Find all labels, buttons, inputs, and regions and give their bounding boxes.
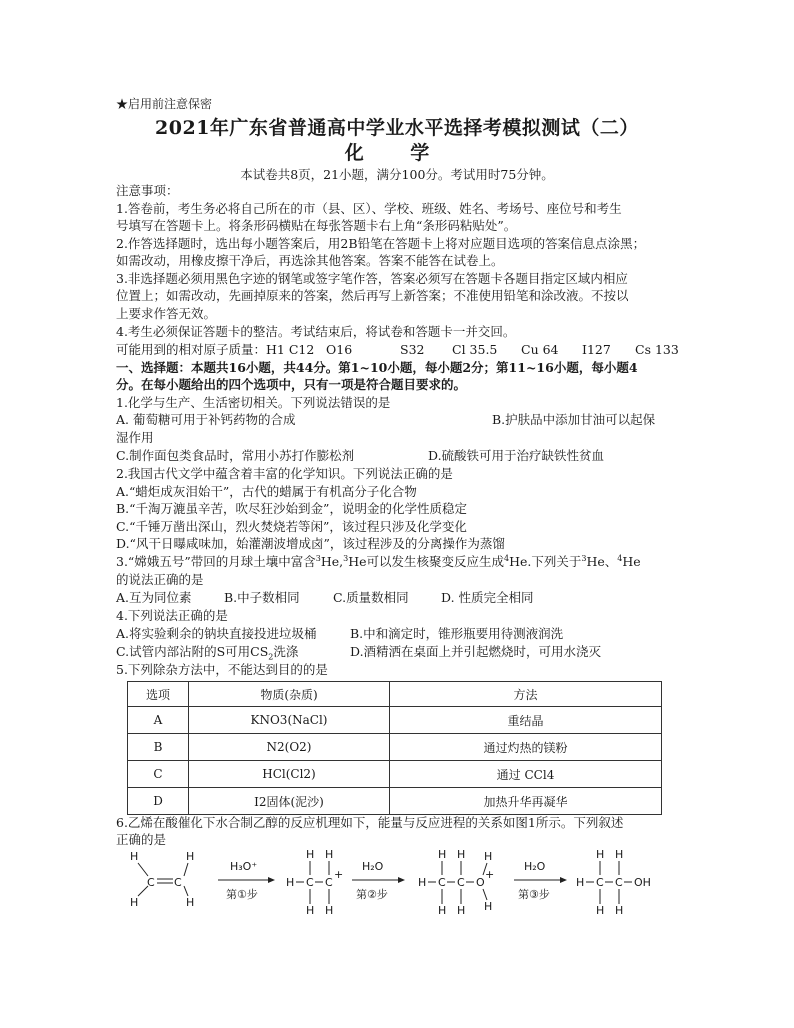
confidential-note: ★启用前注意保密 <box>116 97 213 111</box>
carbocation-structure <box>286 848 343 917</box>
q3-option-b: B.中子数相同 <box>224 590 300 605</box>
mass-cu: Cu 64 <box>521 342 559 357</box>
mass-i: I127 <box>582 342 611 357</box>
q4-option-c-end: 洗涤 <box>273 644 299 659</box>
q3-he3-ref: He、 <box>586 554 618 569</box>
q3-sup-3a: 3 <box>315 553 321 563</box>
q3-stem <box>116 554 641 570</box>
mass-cl: Cl 35.5 <box>452 342 498 357</box>
q4-option-c-text: C.试管内部沾附的S可用CS <box>116 644 269 659</box>
q1-option-b-cont: 湿作用 <box>116 430 154 445</box>
svg-text:C: C <box>596 876 604 889</box>
svg-text:H: H <box>615 848 624 861</box>
svg-text:H: H <box>438 904 447 917</box>
mass-label: 可能用到的相对原子质量：H1 C12 <box>116 342 315 357</box>
q2-option-c: C.“千锤万凿出深山，烈火焚烧若等闲”，该过程只涉及化学变化 <box>116 519 467 534</box>
note-1a: 1.答卷前，考生务必将自己所在的市（县、区）、学校、班级、姓名、考场号、座位号和考生 <box>116 201 622 216</box>
mass-o: O16 <box>326 342 353 357</box>
section1-line2: 分。在每小题给出的四个选项中，只有一项是符合题目要求的。 <box>116 377 467 392</box>
svg-text:H: H <box>306 904 315 917</box>
q6-stem-1: 6.乙烯在酸催化下水合制乙醇的反应机理如下，能量与反应进程的关系如图1所示。下列叙述 <box>116 815 624 830</box>
row-c-substance: HCl(Cl2) <box>189 761 390 788</box>
row-c-option: C <box>128 761 189 788</box>
mass-cs: Cs 133 <box>635 342 679 357</box>
svg-text:H: H <box>186 850 195 863</box>
svg-text:C: C <box>325 876 333 889</box>
q1-option-a: A. 葡萄糖可用于补钙药物的合成 <box>116 412 296 427</box>
svg-text:C: C <box>174 876 182 889</box>
atomic-masses <box>116 342 679 358</box>
q3-option-d: D. 性质完全相同 <box>441 590 534 605</box>
q3-he3-fusion: He可以发生核聚变反应生成 <box>348 554 504 569</box>
q4-option-c <box>116 644 298 660</box>
q4-option-a: A.将实验剩余的钠块直接投进垃圾桶 <box>116 626 317 641</box>
row-b-method: 通过灼热的镁粉 <box>390 734 662 761</box>
notes-heading: 注意事项： <box>116 183 179 198</box>
note-2a: 2.作答选择题时，选出每小题答案后，用2B铅笔在答题卡上将对应题目选项的答案信息点涂黑； <box>116 236 646 251</box>
svg-text:C: C <box>457 876 465 889</box>
header-method: 方法 <box>390 682 662 707</box>
svg-text:H: H <box>457 904 466 917</box>
q5-stem: 5.下列除杂方法中，不能达到目的的是 <box>116 662 328 677</box>
q2-stem: 2.我国古代文学中蕴含着丰富的化学知识。下列说法正确的是 <box>116 466 453 481</box>
q6-stem-2: 正确的是 <box>116 832 167 847</box>
row-d-option: D <box>128 788 189 815</box>
svg-text:H: H <box>484 900 493 913</box>
svg-text:H: H <box>438 848 447 861</box>
step2-reagent: H₂O <box>362 860 384 873</box>
header-substance: 物质(杂质) <box>189 682 390 707</box>
q1-stem: 1.化学与生产、生活密切相关。下列说法错误的是 <box>116 395 391 410</box>
svg-text:+: + <box>485 868 495 881</box>
q3-sup-4a: 4 <box>504 553 510 563</box>
svg-text:H: H <box>325 848 334 861</box>
ethylene-structure <box>130 850 194 909</box>
q3-he4-ref: He <box>622 554 641 569</box>
table-header-row <box>128 682 662 707</box>
q3-option-c: C.质量数相同 <box>333 590 409 605</box>
table-row <box>128 734 662 761</box>
svg-text:H: H <box>457 848 466 861</box>
mass-s: S32 <box>400 342 425 357</box>
svg-text:O: O <box>476 876 485 889</box>
q4-option-d: D.酒精洒在桌面上并引起燃烧时，可用水浇灭 <box>350 644 602 659</box>
mechanism-diagram <box>130 848 670 926</box>
note-2b: 如需改动，用橡皮擦干净后，再选涂其他答案。答案不能答在试卷上。 <box>116 253 504 268</box>
svg-text:H: H <box>484 850 493 863</box>
exam-title: 2021年广东省普通高中学业水平选择考模拟测试（二） <box>155 117 639 139</box>
note-4: 4.考生必须保证答题卡的整洁。考试结束后，将试卷和答题卡一并交回。 <box>116 324 516 339</box>
q5-table <box>127 681 662 815</box>
svg-text:H: H <box>130 896 139 909</box>
q1-option-b: B.护肤品中添加甘油可以起保 <box>492 412 656 427</box>
svg-text:C: C <box>615 876 623 889</box>
table-row <box>128 788 662 815</box>
svg-text:H: H <box>130 850 139 863</box>
q3-he4: He.下列关于 <box>509 554 582 569</box>
step3-reagent: H₂O <box>524 860 546 873</box>
svg-text:H: H <box>596 904 605 917</box>
section1-line1: 一、选择题：本题共16小题，共44分。第1~10小题，每小题2分；第11~16小题，每小题4 <box>116 360 638 375</box>
q3-sup-3b: 3 <box>343 553 349 563</box>
table-row <box>128 761 662 788</box>
note-3a: 3.非选择题必须用黑色字迹的钢笔或签字笔作答，答案必须写在答题卡各题目指定区域内相应 <box>116 271 628 286</box>
svg-text:H: H <box>576 876 585 889</box>
svg-text:H: H <box>186 896 195 909</box>
oxonium-structure <box>418 848 494 917</box>
step3-label: 第③步 <box>518 888 550 901</box>
note-3c: 上要求作答无效。 <box>116 306 217 321</box>
table-row <box>128 707 662 734</box>
svg-text:H: H <box>596 848 605 861</box>
q1-option-c: C.制作面包类食品时，常用小苏打作膨松剂 <box>116 448 355 463</box>
q3-sup-4b: 4 <box>617 553 623 563</box>
row-b-substance: N2(O2) <box>189 734 390 761</box>
step2-label: 第②步 <box>356 888 388 901</box>
reaction-mechanism <box>130 848 670 926</box>
svg-text:C: C <box>306 876 314 889</box>
header-option: 选项 <box>128 682 189 707</box>
svg-text:+: + <box>334 868 344 881</box>
svg-text:H: H <box>306 848 315 861</box>
q2-option-b: B.“千淘万漉虽辛苦，吹尽狂沙始到金”，说明金的化学性质稳定 <box>116 501 467 516</box>
q3-sup-3c: 3 <box>581 553 587 563</box>
q3-option-a: A.互为同位素 <box>116 590 192 605</box>
note-1b: 号填写在答题卡上。将条形码横贴在每张答题卡右上角“条形码粘贴处”。 <box>116 218 517 233</box>
step1-label: 第①步 <box>226 888 258 901</box>
q4-stem: 4.下列说法正确的是 <box>116 608 228 623</box>
q1-option-d: D.硫酸铁可用于治疗缺铁性贫血 <box>428 448 605 463</box>
q3-stem-part-a: 3.“嫦娥五号”带回的月球土壤中富含 <box>116 554 316 569</box>
row-c-method: 通过 CCl4 <box>390 761 662 788</box>
row-a-substance: KNO3(NaCl) <box>189 707 390 734</box>
svg-text:H: H <box>418 876 427 889</box>
q4-option-c-sub: 2 <box>268 652 274 662</box>
svg-text:C: C <box>147 876 155 889</box>
exam-info: 本试卷共8页，21小题，满分100分。考试用时75分钟。 <box>240 167 554 182</box>
row-b-option: B <box>128 734 189 761</box>
row-d-method: 加热升华再凝华 <box>390 788 662 815</box>
ethanol-structure <box>576 848 651 917</box>
svg-text:H: H <box>286 876 295 889</box>
q2-option-d: D.“风干日曝咸味加，始灌潮波增成卤”，该过程涉及的分离操作为蒸馏 <box>116 536 505 551</box>
step1-reagent: H₃O⁺ <box>230 860 258 873</box>
row-a-method: 重结晶 <box>390 707 662 734</box>
svg-text:OH: OH <box>634 876 651 889</box>
svg-text:H: H <box>325 904 334 917</box>
row-a-option: A <box>128 707 189 734</box>
q3-stem-b: 的说法正确的是 <box>116 572 204 587</box>
note-3b: 位置上；如需改动，先画掉原来的答案，然后再写上新答案；不准使用铅笔和涂改液。不按以 <box>116 288 629 303</box>
row-d-substance: I2固体(泥沙) <box>189 788 390 815</box>
q4-option-b: B.中和滴定时，锥形瓶要用待测液润洗 <box>350 626 564 641</box>
svg-text:H: H <box>615 904 624 917</box>
q3-he3: He, <box>320 554 344 569</box>
q2-option-a: A.“蜡炬成灰泪始干”，古代的蜡属于有机高分子化合物 <box>116 484 417 499</box>
svg-text:C: C <box>438 876 446 889</box>
subject-title: 化 学 <box>344 142 450 164</box>
